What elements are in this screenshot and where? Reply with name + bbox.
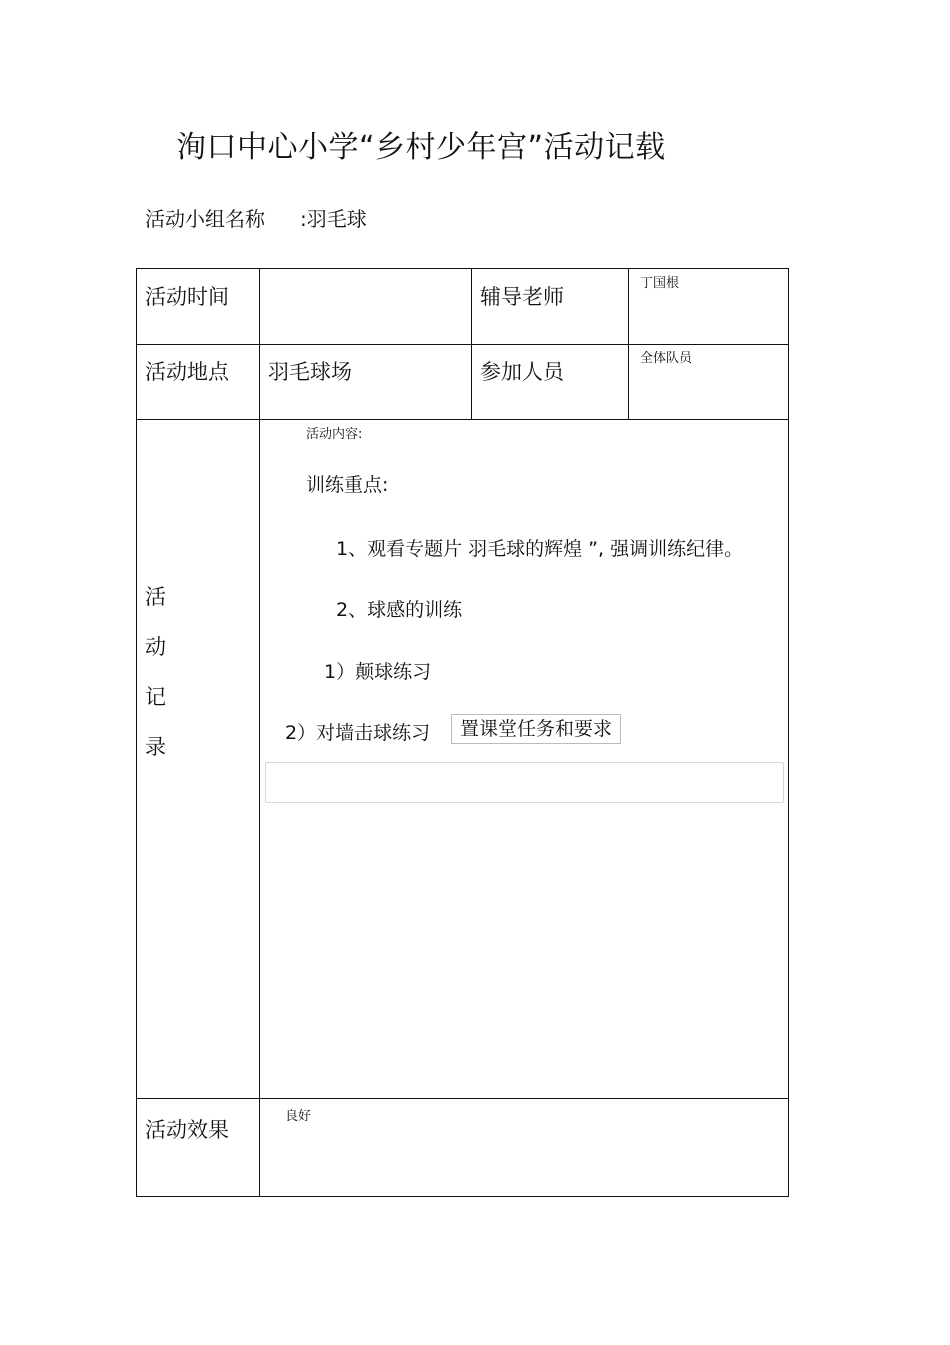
group-name-value: :羽毛球 — [300, 207, 367, 231]
place-value: 羽毛球场 — [268, 360, 352, 384]
effect-label: 活动效果 — [145, 1118, 229, 1142]
table-row-divider — [136, 419, 789, 420]
content-item-1: 1、观看专题片 羽毛球的辉煌 ”, 强调训练纪律。 — [336, 538, 744, 560]
participants-value: 全体队员 — [640, 351, 693, 366]
table-border-bottom — [136, 1196, 789, 1197]
participants-label: 参加人员 — [480, 360, 564, 384]
table-col-divider — [259, 268, 260, 1197]
table-col-divider — [471, 268, 472, 420]
effect-value: 良好 — [285, 1109, 312, 1124]
table-col-divider — [628, 268, 629, 420]
group-name-label: 活动小组名称 — [145, 207, 265, 231]
task-requirement-box: 置课堂任务和要求 — [451, 714, 621, 744]
record-label-char: 动 — [145, 635, 166, 659]
record-label-char: 录 — [145, 735, 166, 759]
page-title: 洵口中心小学“乡村少年宫”活动记载 — [176, 130, 666, 165]
table-border-left — [136, 268, 137, 1197]
table-row-divider — [136, 344, 789, 345]
table-row-divider — [136, 1098, 789, 1099]
content-item-2: 2、球感的训练 — [336, 599, 463, 621]
teacher-value: 丁国根 — [640, 276, 680, 291]
content-label: 活动内容: — [306, 427, 363, 442]
content-subitem-2: 2）对墙击球练习 — [285, 722, 431, 744]
focus-heading: 训练重点: — [306, 474, 389, 496]
record-label-char: 活 — [145, 585, 166, 609]
record-label-char: 记 — [145, 685, 166, 709]
place-label: 活动地点 — [145, 360, 229, 384]
table-border-right — [788, 268, 789, 1197]
teacher-label: 辅导老师 — [480, 285, 564, 309]
table-border-top — [136, 268, 789, 269]
time-label: 活动时间 — [145, 285, 229, 309]
content-subitem-1: 1）颠球练习 — [324, 661, 432, 683]
empty-text-box — [265, 762, 784, 803]
